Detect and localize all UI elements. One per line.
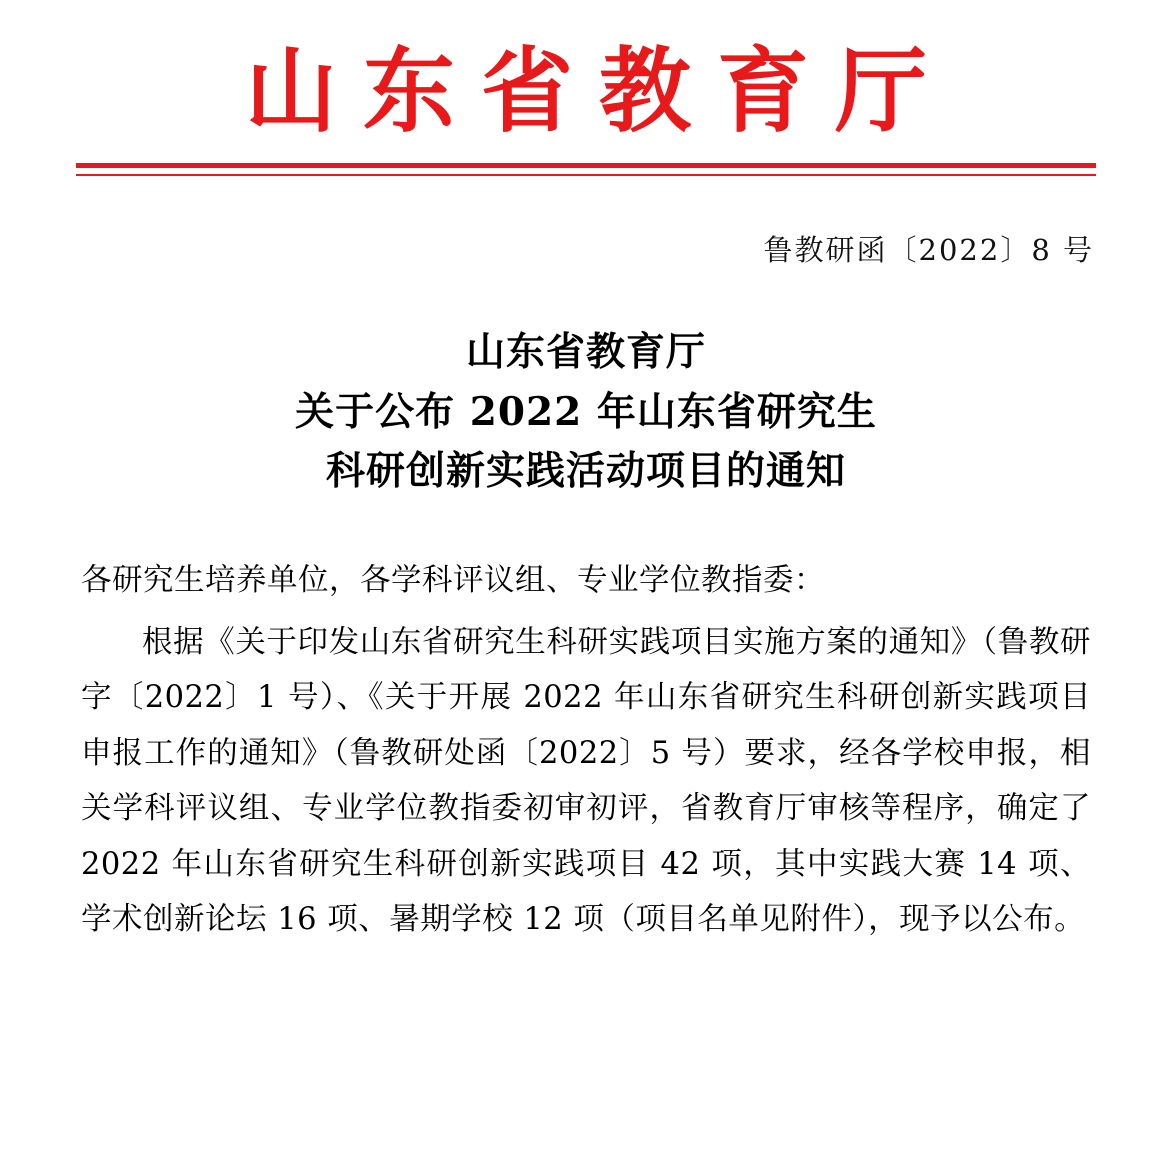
body-paragraph-1: 根据《关于印发山东省研究生科研实践项目实施方案的通知》（鲁教研字〔2022〕1 号）、《关于开展 2022 年山东省研究生科研创新实践项目申报工作的通知》（鲁教研处函〔2022〕5 号）要求，经各学校申报，相关学科评议组、专业学位教指委初审初评，省教育厅审核等程序，确定了 2022 年山东省研究生科研创新实践项目 42 项，其中实践大赛 14 项、学术创新论坛 16 项、暑期学校 12 项（项目名单见附件），现予以公布。	[81, 624, 1091, 938]
title-line-1: 山东省教育厅	[465, 329, 706, 376]
document-number: 鲁教研函〔2022〕8 号	[763, 233, 1094, 268]
title-line-2: 关于公布 2022 年山东省研究生	[295, 388, 877, 435]
title-line-3: 科研创新实践活动项目的通知	[325, 447, 846, 494]
document-body	[81, 553, 1091, 948]
issuing-organization-title: 山东省教育厅	[244, 37, 953, 145]
salutation: 各研究生培养单位，各学科评议组、专业学位教指委：	[81, 563, 825, 599]
masthead	[0, 0, 1172, 176]
masthead-rule-thin	[76, 174, 1096, 176]
document-title	[0, 323, 1172, 501]
masthead-rules	[76, 163, 1096, 176]
masthead-rule-thick	[76, 163, 1096, 168]
